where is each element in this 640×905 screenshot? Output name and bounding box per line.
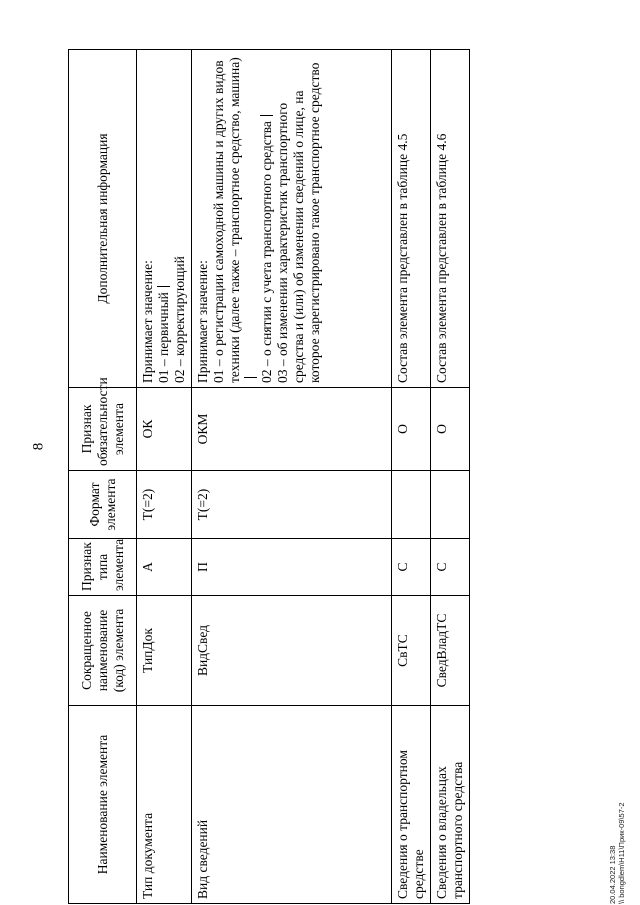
- cell-code: ТипДок: [137, 596, 192, 706]
- header-format: Формат элемента: [69, 471, 137, 539]
- cell-format: Т(=2): [192, 471, 392, 539]
- header-info: Дополнительная информация: [69, 50, 137, 388]
- cell-type: П: [192, 539, 392, 596]
- cell-required: О: [431, 388, 470, 471]
- info-line: Состав элемента представлен в таблице 4.5: [395, 133, 410, 383]
- table-header-row: [69, 50, 137, 904]
- cell-info: [392, 50, 431, 388]
- cell-info: [431, 50, 470, 388]
- info-line: Принимает значение:: [140, 260, 155, 383]
- cell-type: С: [392, 539, 431, 596]
- cell-name: Тип документа: [137, 706, 192, 904]
- cell-required: ОК: [137, 388, 192, 471]
- footer-timestamp: 20.04.2022 13:38: [608, 845, 617, 904]
- info-line: 01 – о регистрации самоходной машины и других видов техники (далее также – транспортное средство, машина): [211, 54, 259, 383]
- header-code: Сокращенное наименование (код) элемента: [69, 596, 137, 706]
- header-required: Признак обязательности элемента: [69, 388, 137, 471]
- cell-format: [392, 471, 431, 539]
- cell-required: ОКМ: [192, 388, 392, 471]
- info-line: Состав элемента представлен в таблице 4.6: [434, 133, 449, 383]
- cell-name: Сведения о владельцах транспортного средства: [431, 706, 470, 904]
- cell-code: СведВладТС: [431, 596, 470, 706]
- elements-table: [68, 49, 470, 904]
- cell-type: С: [431, 539, 470, 596]
- cell-info: [192, 50, 392, 388]
- rotated-table-container: [68, 50, 465, 904]
- cell-name: Сведения о транспортном средстве: [392, 706, 431, 904]
- page-number: 8: [30, 442, 47, 451]
- cell-type: А: [137, 539, 192, 596]
- cell-code: ВидСвед: [192, 596, 392, 706]
- header-name: Наименование элемента: [69, 706, 137, 904]
- table-row: [192, 50, 392, 904]
- info-line: 02 – о снятии с учета транспортного средства: [259, 54, 275, 383]
- cell-format: [431, 471, 470, 539]
- table-row: [431, 50, 470, 904]
- cell-info: [137, 50, 192, 388]
- table-row: [392, 50, 431, 904]
- cell-format: Т(=2): [137, 471, 192, 539]
- cell-code: СвТС: [392, 596, 431, 706]
- info-line: 03 – об изменении характеристик транспортного средства и (или) об изменении сведений о лице, на которое зарегистрировано такое транспортное средство: [275, 62, 322, 383]
- print-footer: [608, 754, 626, 904]
- cell-name: Вид сведений: [192, 706, 392, 904]
- info-line: 02 – корректирующий: [172, 256, 187, 383]
- info-line: Принимает значение:: [195, 260, 210, 383]
- cell-required: О: [392, 388, 431, 471]
- footer-path: \\ bongdlem\Н11\Прик-09\57-2: [617, 802, 626, 904]
- table-row: [137, 50, 192, 904]
- info-line: 01 – первичный: [156, 54, 172, 383]
- header-type: Признак типа элемента: [69, 539, 137, 596]
